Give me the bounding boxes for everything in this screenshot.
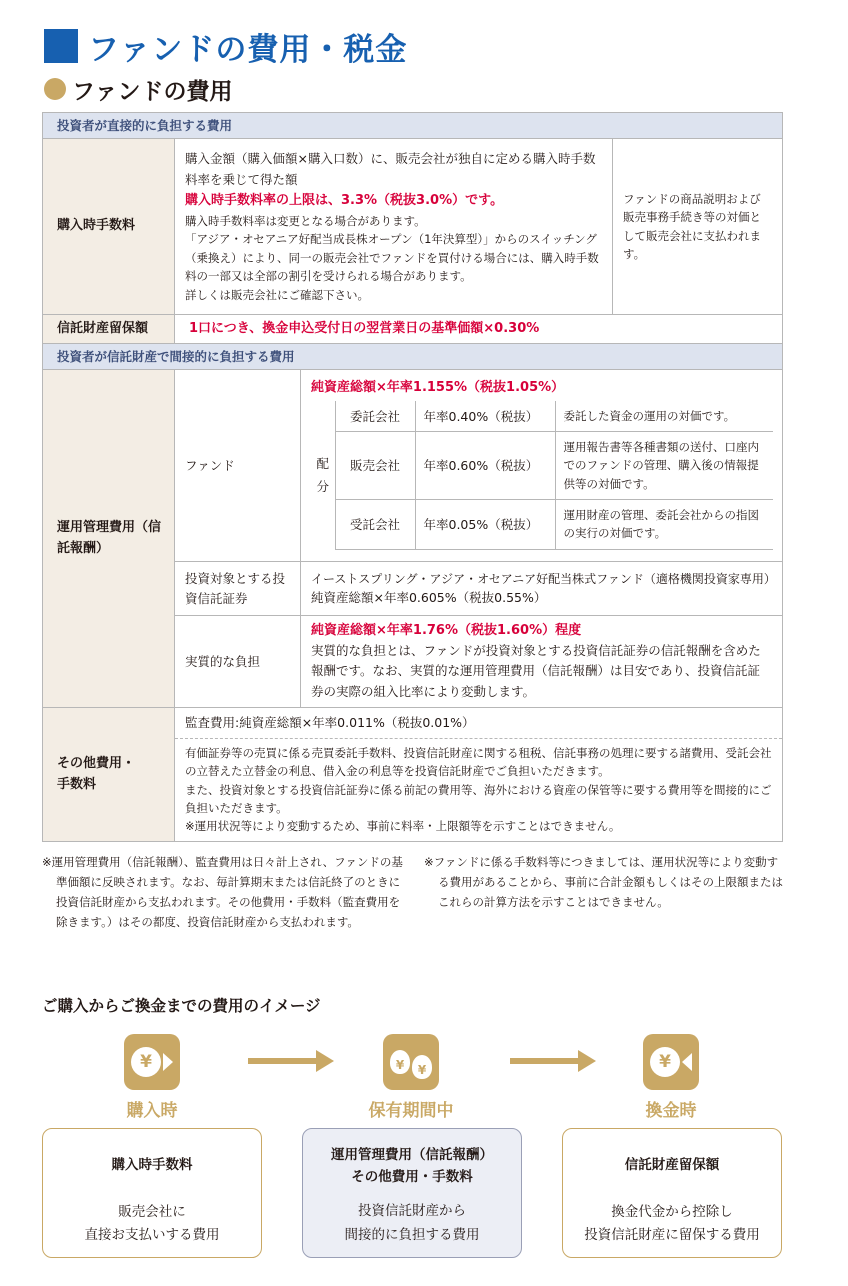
stage-redemption-label: 換金時 (645, 1101, 697, 1121)
purchase-fee-note1: 購入時手数料率は変更となる場合があります。 (185, 214, 426, 229)
yen-out-icon (643, 1034, 699, 1090)
other-fee-desc2: また、投資対象とする投資信託証券に係る前記の費用等、海外における資産の保管等に要する費用等を間接的にご負担いただきます。 (185, 782, 772, 816)
page-title-row (44, 26, 407, 66)
yen-in-icon (124, 1034, 180, 1090)
box-redemption-body (563, 1201, 781, 1248)
fund-label: ファンド (175, 370, 301, 562)
cost-image-title: ご購入からご換金までの費用のイメージ (42, 997, 321, 1015)
purchase-fee-note3: 詳しくは販売会社にご確認下さい。 (185, 287, 369, 302)
stage-purchase-label: 購入時 (126, 1101, 178, 1121)
target-label: 投資対象とする投資信託証券 (175, 562, 301, 616)
box-holding-body (303, 1200, 521, 1247)
section-subtitle: ファンドの費用 (72, 78, 233, 105)
reserve-label: 信託財産留保額 (43, 315, 175, 344)
alloc-desc-0: 委託した資金の運用の対価です。 (555, 401, 773, 431)
alloc-rate-1: 年率0.60%（税抜） (415, 431, 555, 499)
box-purchase-body (43, 1201, 261, 1248)
box-purchase-head: 購入時手数料 (111, 1157, 193, 1173)
stage-purchase (72, 1034, 232, 1121)
target-line2: 純資産総額×年率0.605%（税抜0.55%） (311, 590, 547, 606)
allocation-table (311, 401, 773, 550)
target-cell (301, 562, 783, 616)
arrow-right-icon (163, 1053, 173, 1071)
fund-cell (301, 370, 783, 562)
box-purchase (42, 1128, 262, 1258)
fee-table (42, 112, 783, 842)
subtitle-row (44, 74, 233, 104)
alloc-rate-2: 年率0.05%（税抜） (415, 499, 555, 549)
box-holding-head1: 運用管理費用（信託報酬） (331, 1147, 493, 1163)
arrow-left-icon (682, 1053, 692, 1071)
box-redemption-line2: 投資信託財産に留保する費用 (584, 1227, 760, 1244)
box-holding-head2: その他費用・手数料 (351, 1168, 473, 1185)
purchase-fee-side-note: ファンドの商品説明および販売事務手続き等の対価として販売会社に支払われます。 (613, 139, 783, 315)
box-redemption (562, 1128, 782, 1258)
alloc-rate-0: 年率0.40%（税抜） (415, 401, 555, 431)
effective-highlight: 純資産総額×年率1.76%（税抜1.60%）程度 (311, 622, 582, 638)
box-holding-line1: 投資信託財産から (358, 1203, 466, 1220)
box-holding-head (303, 1145, 521, 1188)
alloc-desc-1: 運用報告書等各種書類の送付、口座内でのファンドの管理、購入後の情報提供等の対価です。 (555, 431, 773, 499)
fund-total: 純資産総額×年率1.155%（税抜1.05%） (311, 380, 565, 396)
purchase-fee-desc (175, 139, 613, 315)
audit-fee: 監査費用:純資産総額×年率0.011%（税抜0.01%） (185, 715, 475, 731)
footnote-right-text: ※ファンドに係る手数料等につきましては、運用状況等により変動する費用があることから、事前に合計金額もしくはその上限額またはこれらの計算方法を示すことはできません。 (424, 855, 783, 910)
other-fee-desc (175, 738, 782, 840)
bag-icon-2: ¥ (412, 1055, 432, 1079)
footnote-left (42, 852, 404, 933)
purchase-fee-desc1: 購入金額（購入価額×購入口数）に、販売会社が独自に定める購入時手数料率を乗じて得た額 (185, 151, 596, 187)
purchase-fee-highlight: 購入時手数料率の上限は、3.3%（税抜3.0%）です。 (185, 193, 504, 209)
mgmt-fee-label: 運用管理費用（信託報酬） (43, 370, 175, 708)
box-redemption-head: 信託財産留保額 (624, 1157, 720, 1173)
yen-coin-icon: ¥ (131, 1047, 161, 1077)
purchase-fee-label: 購入時手数料 (43, 139, 175, 315)
box-holding-line2: 間接的に負担する費用 (344, 1226, 480, 1243)
other-fee-label (43, 708, 175, 842)
other-fee-label-text: その他費用・手数料 (57, 755, 136, 792)
yen-coin-icon-2: ¥ (650, 1047, 680, 1077)
allocation-label (311, 401, 335, 549)
stage-holding (331, 1034, 491, 1121)
title-square-icon (44, 29, 78, 63)
money-bags-icon (383, 1034, 439, 1090)
direct-section-header: 投資者が直接的に負担する費用 (43, 113, 783, 139)
alloc-party-2: 受託会社 (335, 499, 415, 549)
box-purchase-line1: 販売会社に (118, 1203, 186, 1220)
box-holding (302, 1128, 522, 1258)
box-purchase-line2: 直接お支払いする費用 (84, 1227, 220, 1244)
effective-label: 実質的な負担 (175, 616, 301, 708)
effective-cell (301, 616, 783, 708)
stage-redemption (591, 1034, 751, 1121)
alloc-party-1: 販売会社 (335, 431, 415, 499)
other-fee-desc1: 有価証券等の売買に係る売買委託手数料、投資信託財産に関する租税、信託事務の処理に要する諸費用、受託会社の立替えた立替金の利息、借入金の利息等を投資信託財産でご負担いただきます。 (185, 745, 772, 779)
indirect-section-header: 投資者が信託財産で間接的に負担する費用 (43, 344, 783, 370)
other-fee-desc3: ※運用状況等により変動するため、事前に料率・上限額等を示すことはできません。 (185, 819, 621, 834)
purchase-fee-note2: 「アジア・オセアニア好配当成長株オープン（1年決算型）」からのスイッチング（乗換え）により、同一の販売会社でファンドを買付ける場合には、購入時手数料の一部又は全部の割引を受けられる場合があります。 (185, 232, 599, 284)
alloc-party-0: 委託会社 (335, 401, 415, 431)
flow-arrow-2-icon (510, 1054, 596, 1068)
other-fee-cell (175, 708, 783, 842)
alloc-desc-2: 運用財産の管理、委託会社からの指図の実行の対価です。 (555, 499, 773, 549)
stage-holding-label: 保有期間中 (368, 1101, 454, 1121)
bullet-dot-icon (44, 78, 66, 100)
footnote-right (424, 852, 784, 912)
bag-icon-1: ¥ (390, 1050, 410, 1074)
flow-arrow-1-icon (248, 1054, 334, 1068)
allocation-label-text: 配分 (316, 455, 329, 495)
target-line1: イーストスプリング・アジア・オセアニア好配当株式ファンド（適格機関投資家専用） (311, 571, 776, 586)
reserve-value: 1口につき、換金申込受付日の翌営業日の基準価額×0.30% (175, 315, 783, 344)
footnote-left-text: ※運用管理費用（信託報酬）、監査費用は日々計上され、ファンドの基準価額に反映されます。なお、毎計算期末または信託終了のときに投資信託財産から支払われます。その他費用・手数料（監査費用を除きます。）はその都度、投資信託財産から支払われます。 (42, 855, 403, 930)
box-redemption-line1: 換金代金から控除し (611, 1203, 733, 1220)
page-title: ファンドの費用・税金 (88, 31, 408, 68)
effective-desc: 実質的な負担とは、ファンドが投資対象とする投資信託証券の信託報酬を含めた報酬です。なお、実質的な運用管理費用（信託報酬）は目安であり、投資信託証券の実際の組入比率により変動します。 (311, 642, 761, 700)
